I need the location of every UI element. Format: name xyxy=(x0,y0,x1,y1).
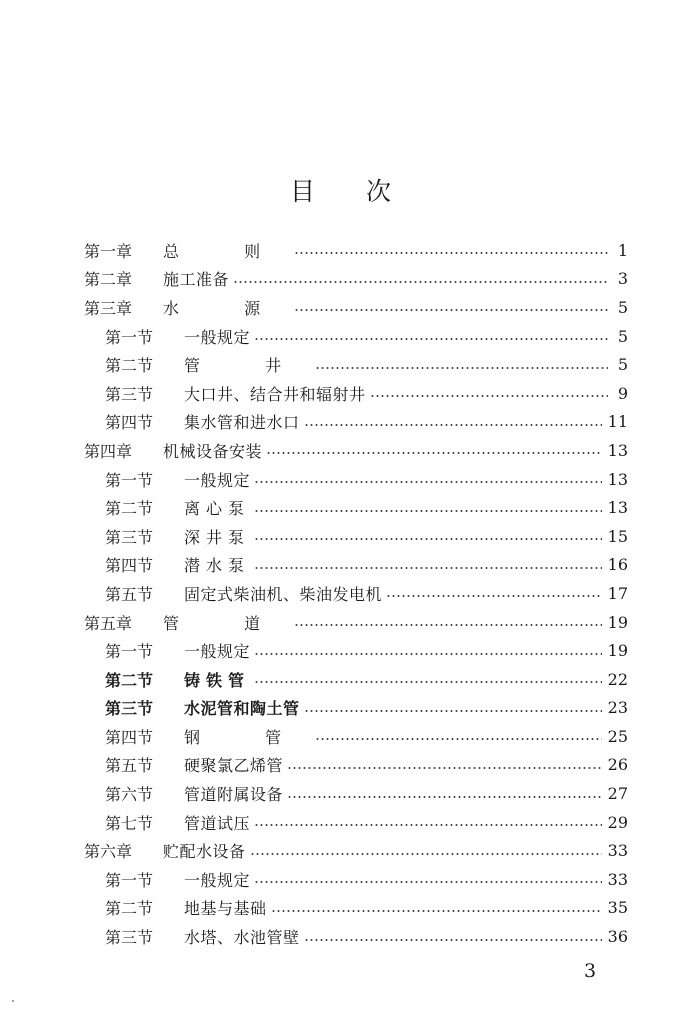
dot-leader xyxy=(254,338,608,340)
toc-entry-number: 第一节 xyxy=(105,870,154,890)
toc-entry-page: 13 xyxy=(607,498,628,518)
toc-entry-number: 第四章 xyxy=(84,441,133,461)
toc-entry-number: 第二节 xyxy=(105,899,154,919)
toc-entry-page: 9 xyxy=(617,383,628,403)
toc-entry-label: 机械设备安装 xyxy=(163,441,263,461)
toc-section-row xyxy=(84,694,628,723)
dot-leader xyxy=(304,424,602,426)
toc-entry-page: 13 xyxy=(607,440,628,460)
dot-leader xyxy=(304,710,602,712)
toc-entry-label: 管 井 xyxy=(184,356,312,376)
toc-entry-number: 第三节 xyxy=(105,384,154,404)
toc-entry-label: 一般规定 xyxy=(184,327,251,347)
toc-entry-number: 第五章 xyxy=(84,613,133,633)
dot-leader xyxy=(254,538,602,540)
toc-entry-label: 钢 管 xyxy=(184,727,312,747)
toc-entry-page: 17 xyxy=(607,583,628,603)
toc-entry-label: 总 则 xyxy=(163,241,291,261)
toc-entry-page: 27 xyxy=(607,784,628,804)
toc-chapter-row xyxy=(84,293,628,322)
toc-section-row xyxy=(84,551,628,580)
toc-entry-page: 19 xyxy=(607,612,628,632)
toc-entry-number: 第五节 xyxy=(105,584,154,604)
toc-chapter-row xyxy=(84,836,628,865)
toc-entry-label: 深井泵 xyxy=(184,527,251,547)
toc-entry-page: 15 xyxy=(607,526,628,546)
toc-entry-label: 管道附属设备 xyxy=(184,785,284,805)
toc-entry-number: 第六节 xyxy=(105,785,154,805)
dot-leader xyxy=(370,395,608,397)
dot-leader xyxy=(386,595,602,597)
toc-entry-number: 第三章 xyxy=(84,298,133,318)
toc-entry-label: 硬聚氯乙烯管 xyxy=(184,756,284,776)
dot-leader xyxy=(250,853,602,855)
toc-section-row xyxy=(84,722,628,751)
toc-entry-number: 第七节 xyxy=(105,813,154,833)
table-of-contents xyxy=(84,236,628,951)
dot-leader xyxy=(254,824,602,826)
toc-section-row xyxy=(84,865,628,894)
toc-entry-page: 19 xyxy=(607,641,628,661)
toc-entry-number: 第二节 xyxy=(105,670,154,690)
toc-entry-label: 潜水泵 xyxy=(184,556,251,576)
toc-section-row xyxy=(84,522,628,551)
title-char-1: 目 xyxy=(289,177,316,206)
toc-entry-number: 第六章 xyxy=(84,842,133,862)
toc-entry-page: 5 xyxy=(617,326,628,346)
toc-entry-number: 第一节 xyxy=(105,327,154,347)
toc-entry-label: 水塔、水池管壁 xyxy=(184,928,300,948)
toc-entry-page: 22 xyxy=(607,669,628,689)
toc-entry-label: 地基与基础 xyxy=(184,899,267,919)
toc-entry-page: 3 xyxy=(617,269,628,289)
toc-chapter-row xyxy=(84,436,628,465)
toc-entry-label: 大口井、结合井和辐射井 xyxy=(184,384,366,404)
toc-entry-label: 铸铁管 xyxy=(184,670,251,690)
toc-entry-number: 第三节 xyxy=(105,928,154,948)
dot-leader xyxy=(254,681,602,683)
toc-entry-page: 26 xyxy=(607,755,628,775)
toc-entry-page: 11 xyxy=(607,412,628,432)
toc-entry-number: 第三节 xyxy=(105,699,154,719)
toc-section-row xyxy=(84,379,628,408)
toc-entry-number: 第二节 xyxy=(105,356,154,376)
dot-leader xyxy=(233,281,608,283)
toc-entry-number: 第二章 xyxy=(84,270,133,290)
toc-entry-label: 水泥管和陶土管 xyxy=(184,699,300,719)
toc-entry-number: 第四节 xyxy=(105,727,154,747)
toc-section-row xyxy=(84,493,628,522)
dot-leader xyxy=(315,367,608,369)
page-title xyxy=(0,172,682,208)
toc-entry-page: 16 xyxy=(607,555,628,575)
toc-section-row xyxy=(84,322,628,351)
toc-entry-number: 第三节 xyxy=(105,527,154,547)
toc-chapter-row xyxy=(84,608,628,637)
toc-entry-label: 管 道 xyxy=(163,613,291,633)
toc-section-row xyxy=(84,922,628,951)
page-number: 3 xyxy=(584,960,597,982)
toc-entry-page: 33 xyxy=(607,841,628,861)
toc-entry-number: 第一节 xyxy=(105,642,154,662)
toc-entry-number: 第一节 xyxy=(105,470,154,490)
toc-entry-label: 贮配水设备 xyxy=(163,842,246,862)
toc-entry-page: 33 xyxy=(607,869,628,889)
toc-entry-number: 第一章 xyxy=(84,241,133,261)
toc-entry-page: 5 xyxy=(617,355,628,375)
toc-entry-label: 一般规定 xyxy=(184,870,251,890)
scan-speck xyxy=(12,1000,14,1002)
toc-section-row xyxy=(84,751,628,780)
toc-entry-label: 管道试压 xyxy=(184,813,251,833)
toc-entry-number: 第四节 xyxy=(105,413,154,433)
title-char-2: 次 xyxy=(366,177,393,206)
toc-entry-page: 35 xyxy=(607,898,628,918)
toc-section-row xyxy=(84,636,628,665)
toc-entry-label: 一般规定 xyxy=(184,470,251,490)
toc-entry-label: 一般规定 xyxy=(184,642,251,662)
toc-entry-page: 1 xyxy=(617,240,628,260)
toc-entry-label: 水 源 xyxy=(163,298,291,318)
toc-chapter-row xyxy=(84,236,628,265)
toc-section-row xyxy=(84,894,628,923)
toc-entry-page: 23 xyxy=(607,698,628,718)
toc-section-row xyxy=(84,350,628,379)
toc-entry-page: 29 xyxy=(607,812,628,832)
toc-entry-page: 25 xyxy=(607,726,628,746)
toc-entry-label: 固定式柴油机、柴油发电机 xyxy=(184,584,383,604)
dot-leader xyxy=(271,910,602,912)
toc-section-row xyxy=(84,579,628,608)
dot-leader xyxy=(294,252,608,254)
toc-chapter-row xyxy=(84,265,628,294)
dot-leader xyxy=(254,653,602,655)
dot-leader xyxy=(254,567,602,569)
toc-entry-page: 36 xyxy=(607,927,628,947)
dot-leader xyxy=(304,939,602,941)
toc-entry-label: 离心泵 xyxy=(184,499,251,519)
dot-leader xyxy=(294,624,602,626)
dot-leader xyxy=(254,881,602,883)
toc-entry-page: 5 xyxy=(617,297,628,317)
toc-section-row xyxy=(84,665,628,694)
dot-leader xyxy=(254,481,602,483)
toc-section-row xyxy=(84,465,628,494)
dot-leader xyxy=(315,738,602,740)
toc-entry-number: 第四节 xyxy=(105,556,154,576)
dot-leader xyxy=(287,767,602,769)
toc-section-row xyxy=(84,808,628,837)
toc-entry-label: 集水管和进水口 xyxy=(184,413,300,433)
dot-leader xyxy=(287,796,602,798)
dot-leader xyxy=(266,452,602,454)
toc-section-row xyxy=(84,408,628,437)
toc-entry-number: 第二节 xyxy=(105,499,154,519)
toc-entry-label: 施工准备 xyxy=(163,270,230,290)
toc-entry-page: 13 xyxy=(607,469,628,489)
dot-leader xyxy=(254,510,602,512)
toc-entry-number: 第五节 xyxy=(105,756,154,776)
dot-leader xyxy=(294,309,608,311)
toc-section-row xyxy=(84,779,628,808)
